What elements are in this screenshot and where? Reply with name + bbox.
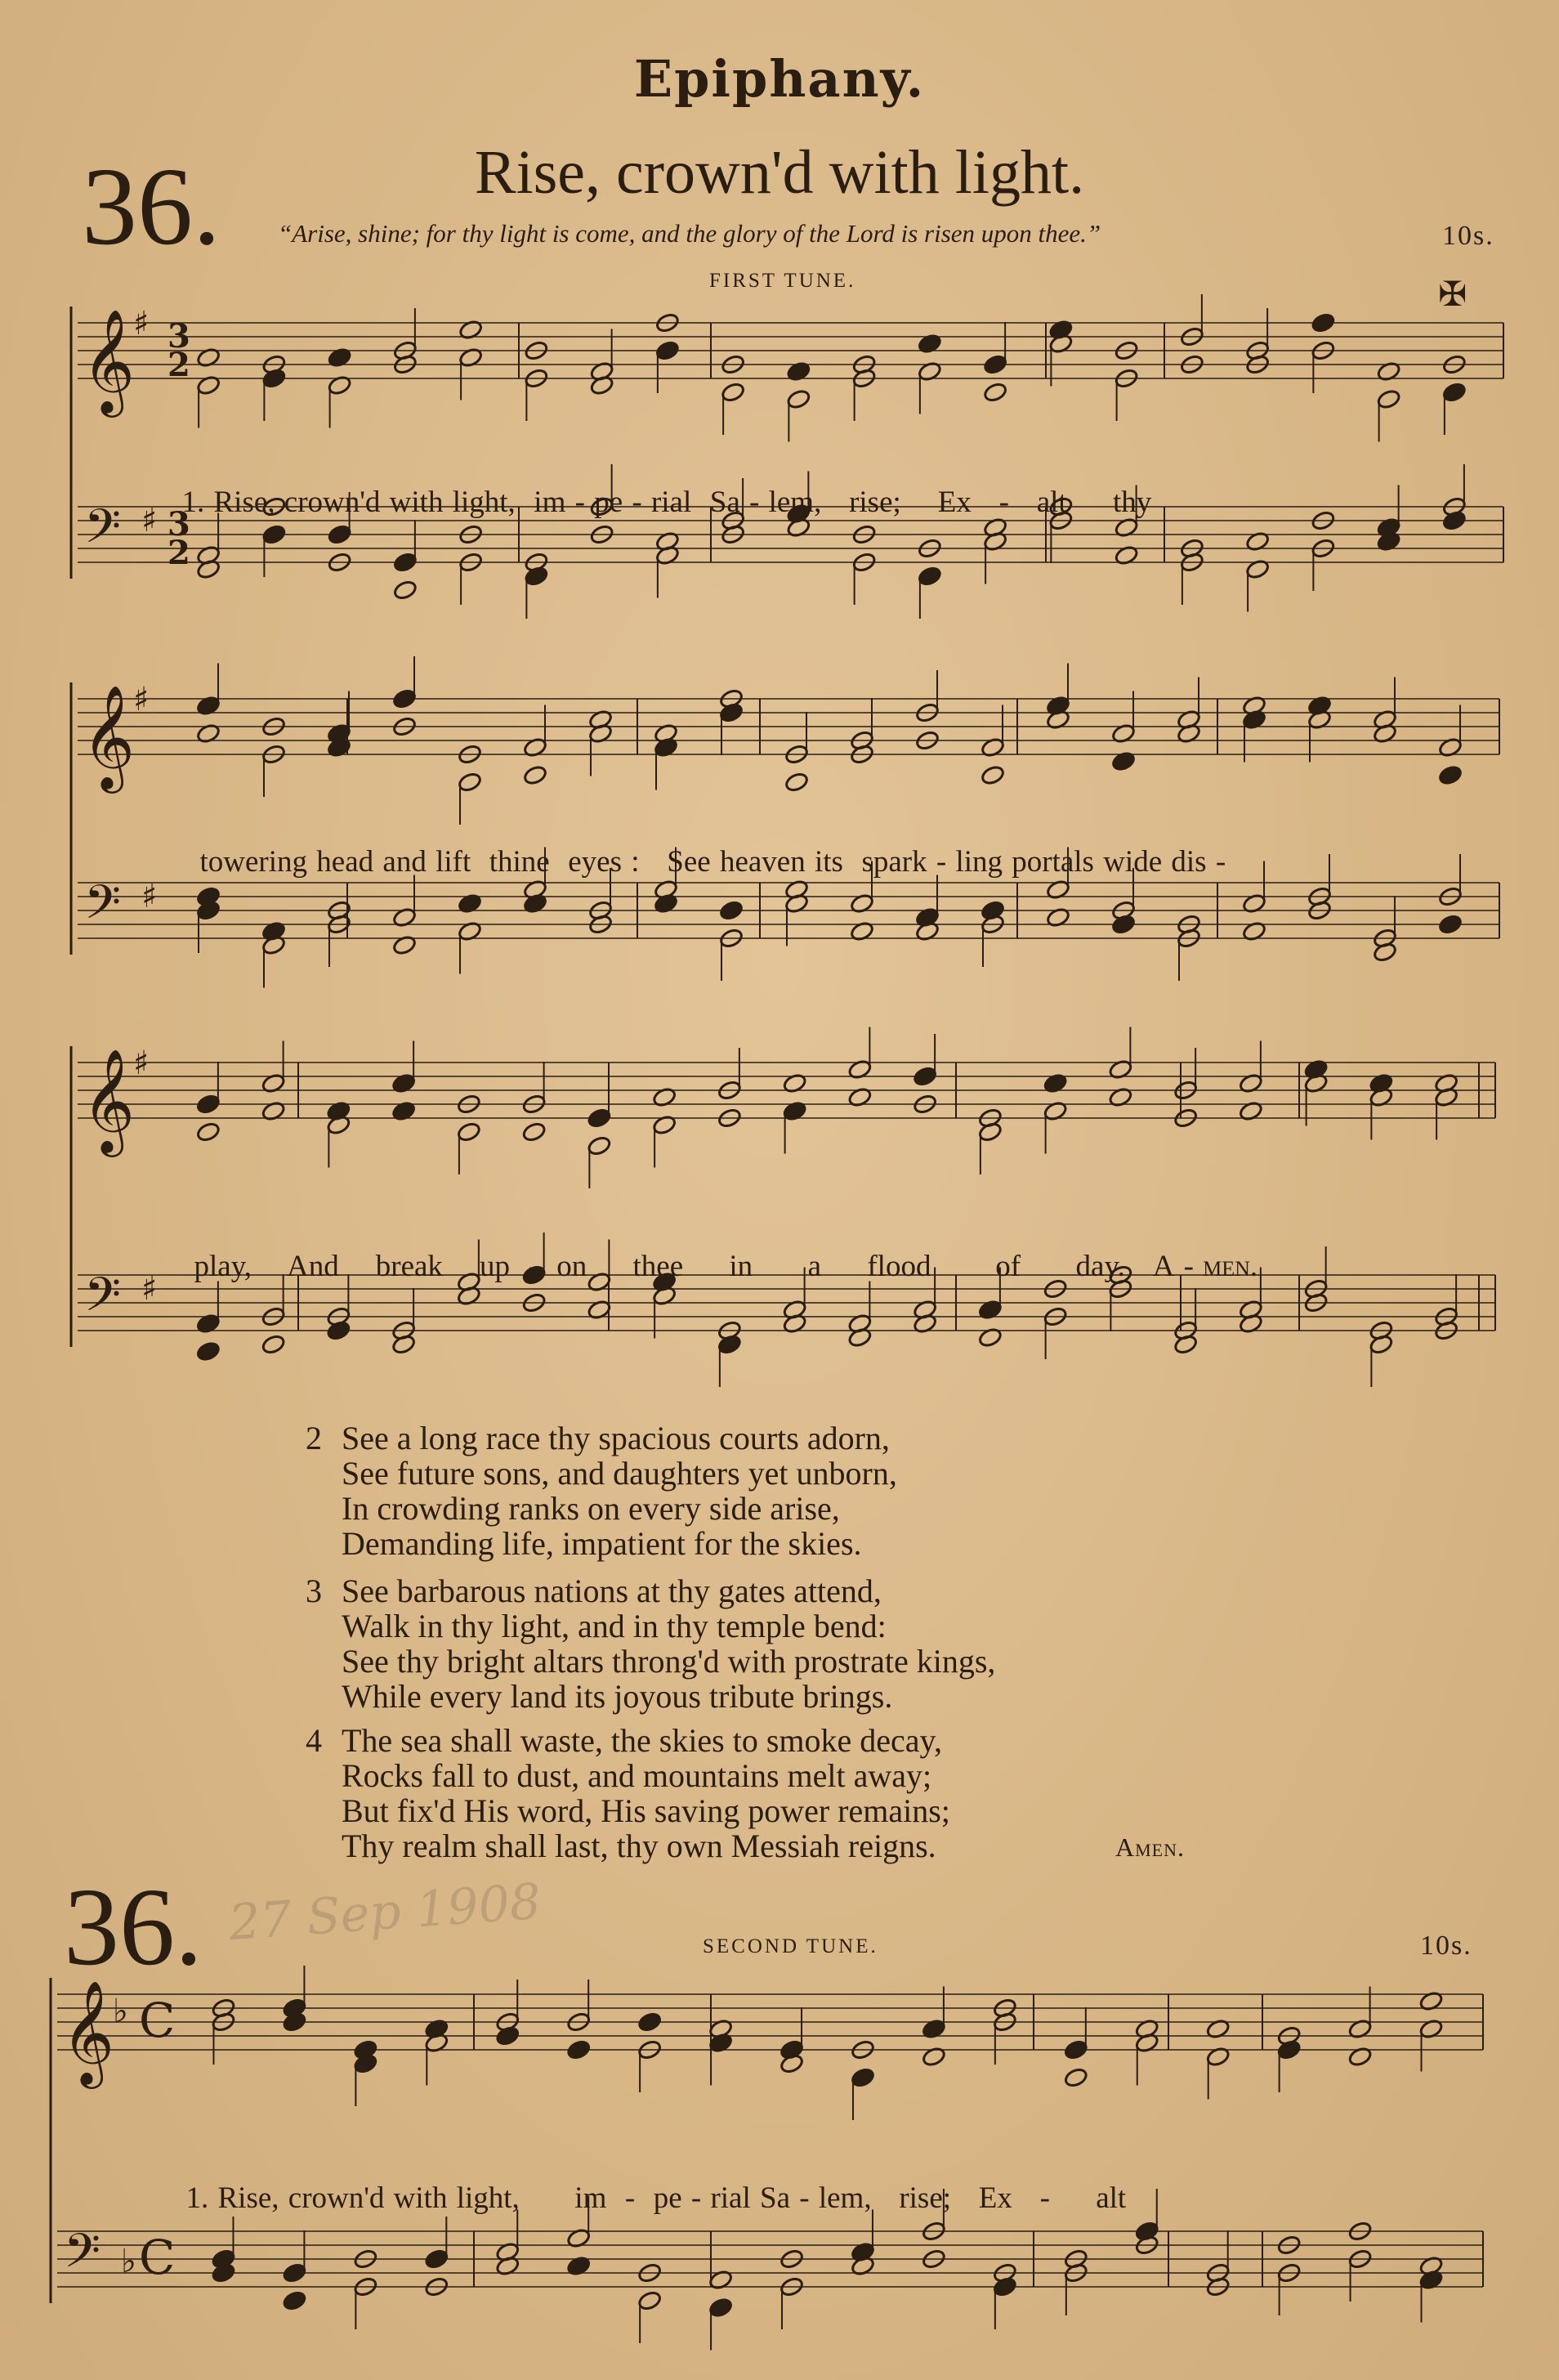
second-tune-label: SECOND TUNE.	[703, 1935, 878, 1957]
system-4-treble-clef-icon: 𝄞	[61, 1980, 115, 2084]
first-tune-label: FIRST TUNE.	[709, 270, 856, 292]
system-4-treble-note-head	[1063, 2067, 1088, 2088]
section-heading: Epiphany.	[633, 49, 926, 109]
system-2-treble-note-head	[523, 764, 548, 785]
system-2-treble-note-head	[392, 688, 418, 709]
time-signature-top: 3	[168, 317, 190, 356]
time-signature-bottom: 2	[168, 346, 190, 384]
amen-label: Amen.	[1115, 1832, 1185, 1862]
system-1-bass-note-head	[327, 524, 352, 545]
system-1-treble-note-head	[983, 382, 1008, 403]
system-1-treble-note-head	[655, 340, 681, 361]
system-2-bass-clef-icon: 𝄢	[84, 875, 122, 942]
system-4-bass-note-head	[708, 2297, 734, 2318]
lyrics-line-2: towering head and lift thine eyes : See heaven its spark - ling portals wide dis -	[199, 845, 1226, 879]
system-4-bass-clef-icon: 𝄢	[64, 2223, 101, 2290]
system-3-bass-note-head	[261, 1334, 286, 1355]
pencil-annotation: 27 Sep 1908	[227, 1872, 543, 1953]
cross-icon: ✠	[1438, 274, 1467, 314]
system-2-treble-note-head	[784, 772, 810, 793]
system-1-treble-note-head	[1376, 388, 1401, 409]
system-4-treble-key-signature-icon: ♭	[113, 1993, 128, 2030]
system-4-treble-note-head	[851, 2067, 876, 2088]
system-4-bass-note-head	[282, 2290, 307, 2311]
system-3-treble-note-head	[913, 1066, 938, 1087]
system-4-bass-note-head	[637, 2290, 663, 2311]
verse-3: 3 See barbarous nations at thy gates attend, Walk in thy light, and in thy temple bend: See thy bright altars throng'd with prostrate kings, While every land its joyous tribute brings.	[306, 1572, 996, 1715]
system-3-bass-clef-icon: 𝄢	[84, 1267, 122, 1334]
system-2-treble-note-head	[458, 772, 483, 793]
epigraph: “Arise, shine; for thy light is come, and the glory of the Lord is risen upon thee.”	[278, 219, 1101, 248]
lyrics-second-tune: 1. Rise, crown'd with light, im - pe - rial Sa - lem, rise; Ex - alt	[185, 2181, 1127, 2215]
system-3-treble-clef-icon: 𝄞	[82, 1048, 136, 1152]
system-1-bass-note-head	[918, 566, 943, 587]
system-4-treble-note-head	[566, 2039, 592, 2060]
system-1-treble-note-head	[1442, 382, 1467, 403]
system-3-treble-note-head	[587, 1135, 612, 1156]
system-1-bass-note-head	[261, 524, 287, 545]
system-4-treble-note-head	[637, 2011, 663, 2033]
system-3-bass-note-head	[196, 1340, 221, 1362]
lyrics-line-1: 1. Rise, crown'd with light, im - pe - rial Sa - lem, rise; Ex - alt thy	[181, 485, 1152, 519]
system-2-treble-note-head	[1438, 764, 1463, 785]
system-2-treble-key-signature-icon: ♯	[133, 681, 150, 718]
system-2-bass-note-head	[719, 900, 744, 921]
system-3-treble-note-head	[457, 1121, 482, 1143]
system-1-treble-key-signature-icon: ♯	[133, 305, 150, 342]
system-1-treble-note-head	[1311, 312, 1336, 333]
second-hymn-number: 36.	[64, 1866, 203, 1989]
system-1-treble-clef-icon: 𝄞	[82, 308, 136, 413]
system-3-bass-key-signature-icon: ♯	[141, 1270, 158, 1308]
system-4-bass-key-signature-icon: ♭	[121, 2243, 136, 2280]
lyrics-line-3: play, And break up - on thee in a flood of day. A - men.	[194, 1250, 1258, 1283]
verse-2: 2 See a long race thy spacious courts adorn, See future sons, and daughters yet unborn, In crowding ranks on every side arise, Demanding life, impatient for the skies.	[306, 1420, 897, 1562]
system-1-bass-clef-icon: 𝄢	[84, 499, 122, 566]
bass-time-signature-bottom: 2	[168, 534, 190, 572]
system-3-treble-note-head	[196, 1121, 221, 1143]
meter-second: 10s.	[1420, 1930, 1472, 1961]
hymn-number: 36.	[82, 145, 221, 268]
system-4-bass-note-head	[424, 2248, 449, 2270]
system-2-treble-clef-icon: 𝄞	[82, 684, 136, 789]
verse-4: 4 The sea shall waste, the skies to smoke decay, Rocks fall to dust, and mountains melt away; But fix'd His word, His saving power remains; Thy realm shall last, thy own Messiah reigns.	[306, 1722, 950, 1864]
system-4-time-signature-icon: C	[139, 1993, 176, 2048]
meter-first: 10s.	[1442, 221, 1494, 251]
system-2-treble-note-head	[981, 764, 1006, 785]
system-1-treble-note-head	[721, 382, 746, 403]
bass-time-signature-top: 3	[168, 505, 190, 544]
system-1-bass-key-signature-icon: ♯	[141, 502, 158, 539]
system-3-treble-note-head	[521, 1121, 547, 1143]
system-1-bass-note-head	[393, 552, 418, 573]
hymn-title: Rise, crown'd with light.	[474, 138, 1085, 207]
system-3-treble-key-signature-icon: ♯	[133, 1045, 150, 1082]
system-1-treble-note-head	[786, 388, 811, 409]
system-2-bass-note-head	[1438, 914, 1463, 935]
system-1-bass-note-head	[393, 579, 418, 601]
system-4-bass-time-signature-icon: C	[139, 2230, 176, 2285]
system-4-bass-note-head	[282, 2262, 307, 2284]
system-4-treble-note-head	[1063, 2039, 1088, 2060]
system-1-treble-note-head	[983, 354, 1008, 375]
system-3-treble-note-head	[196, 1094, 221, 1115]
system-2-bass-key-signature-icon: ♯	[141, 878, 158, 915]
